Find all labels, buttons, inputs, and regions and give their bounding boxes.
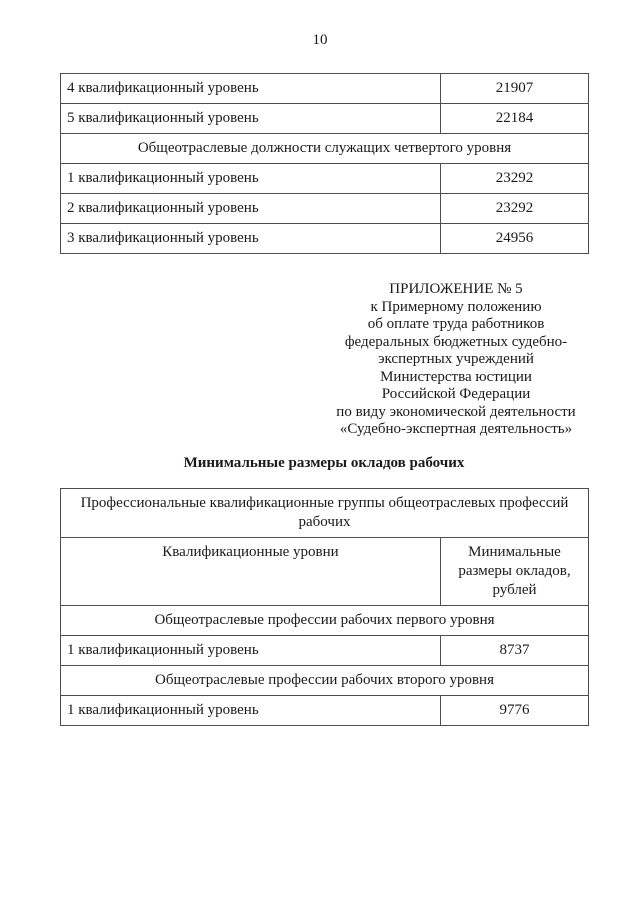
page-number: 10 <box>312 32 328 48</box>
table-row <box>61 74 589 104</box>
appendix-line: Министерства юстиции <box>380 368 532 385</box>
section-row <box>61 134 589 164</box>
table-row <box>61 695 589 725</box>
section-row <box>61 605 589 635</box>
section-header-label: Общеотраслевые профессии рабочих второго уровня <box>61 665 589 695</box>
column-header-salary: Минимальные размеры окладов, рублей <box>441 537 589 605</box>
appendix-line: к Примерному положению <box>370 298 542 315</box>
salary-value: 8737 <box>441 635 589 665</box>
section-header-label: Общеотраслевые должности служащих четвертого уровня <box>61 134 589 164</box>
table-row <box>61 635 589 665</box>
qualification-level-label: 1 квалификационный уровень <box>61 695 441 725</box>
table-row <box>61 224 589 254</box>
appendix-line: «Судебно-экспертная деятельность» <box>339 421 573 437</box>
qualification-level-label: 1 квалификационный уровень <box>61 635 441 665</box>
appendix-line: Российской Федерации <box>381 386 531 402</box>
qualification-level-label: 5 квалификационный уровень <box>61 104 441 134</box>
appendix-line: экспертных учреждений <box>378 351 534 367</box>
group-header-row <box>61 488 589 537</box>
salary-value: 23292 <box>441 164 589 194</box>
table-row <box>61 164 589 194</box>
table-row <box>61 104 589 134</box>
appendix-line: ПРИЛОЖЕНИЕ № 5 <box>389 281 523 297</box>
qualification-level-label: 4 квалификационный уровень <box>61 74 441 104</box>
appendix-line: по виду экономической деятельности <box>336 403 576 420</box>
qualification-level-label: 2 квалификационный уровень <box>61 194 441 224</box>
appendix-block <box>316 281 596 439</box>
salary-value: 22184 <box>441 104 589 134</box>
salary-value: 24956 <box>441 224 589 254</box>
section-row <box>61 665 589 695</box>
column-header-levels: Квалификационные уровни <box>61 537 441 605</box>
section-header-label: Общеотраслевые профессии рабочих первого уровня <box>61 605 589 635</box>
salary-value: 23292 <box>441 194 589 224</box>
appendix-line: федеральных бюджетных судебно- <box>344 333 568 350</box>
salary-table-servants-continued <box>60 73 589 254</box>
workers-salary-table <box>60 488 589 726</box>
group-header-label: Профессиональные квалификационные группы общеотраслевых профессий рабочих <box>61 488 589 537</box>
salary-value: 21907 <box>441 74 589 104</box>
section-title: Минимальные размеры окладов рабочих <box>183 454 465 471</box>
qualification-level-label: 1 квалификационный уровень <box>61 164 441 194</box>
column-header-row <box>61 537 589 605</box>
qualification-level-label: 3 квалификационный уровень <box>61 224 441 254</box>
appendix-line: об оплате труда работников <box>367 316 545 332</box>
table-row <box>61 194 589 224</box>
salary-value: 9776 <box>441 695 589 725</box>
